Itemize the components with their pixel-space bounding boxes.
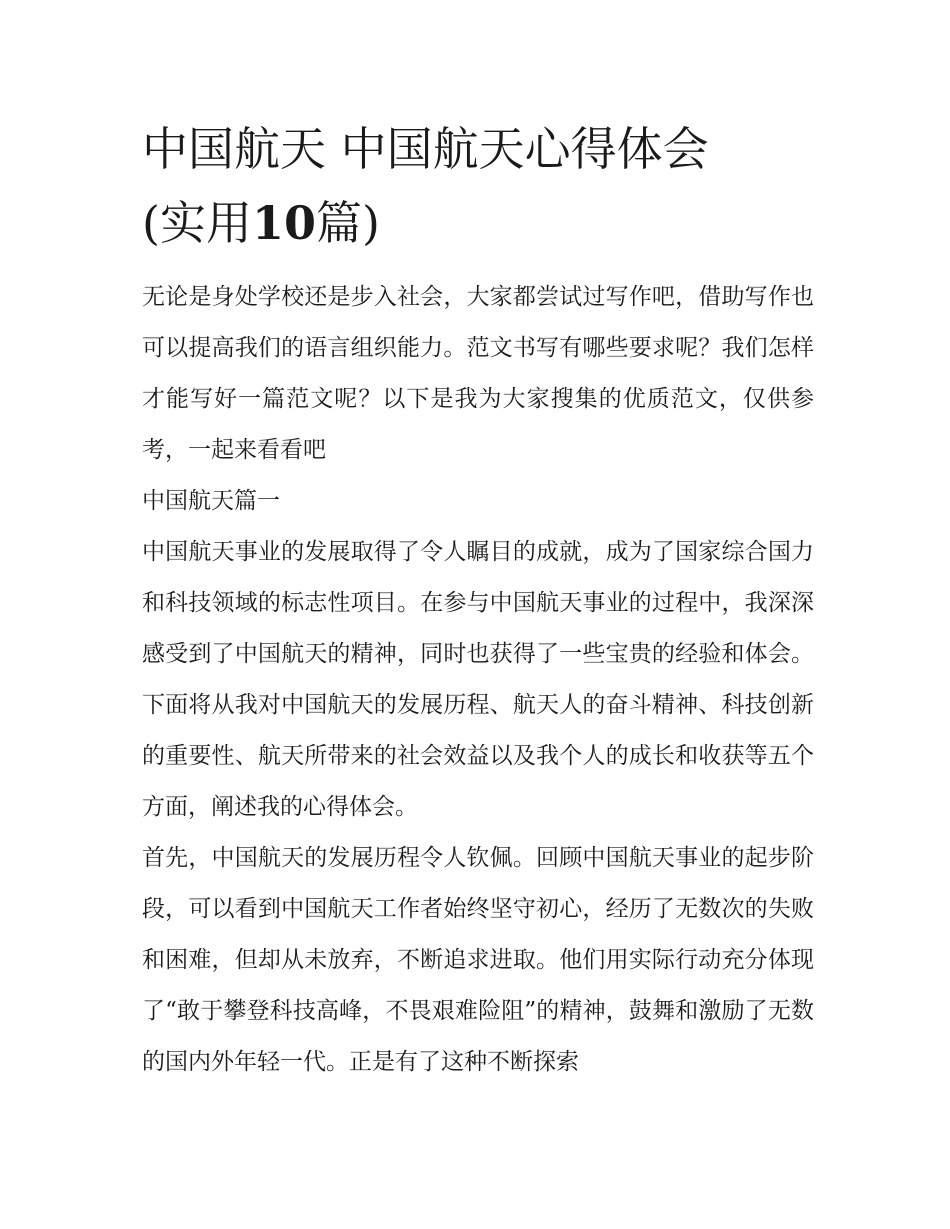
title-line-2-number: 10 bbox=[251, 196, 316, 250]
document-body bbox=[142, 112, 814, 1088]
document-title bbox=[142, 112, 814, 260]
body-paragraph-1: 中国航天事业的发展取得了令人瞩目的成就，成为了国家综合国力和科技领域的标志性项目。在参与中国航天事业的过程中，我深深感受到了中国航天的精神，同时也获得了一些宝贵的经验和体会。下面将从我对中国航天的发展历程、航天人的奋斗精神、科技创新的重要性、航天所带来的社会效益以及我个人的成长和收获等五个方面，阐述我的心得体会。 bbox=[142, 539, 814, 820]
intro-paragraph: 无论是身处学校还是步入社会，大家都尝试过写作吧，借助写作也可以提高我们的语言组织能力。范文书写有哪些要求呢？我们怎样才能写好一篇范文呢？以下是我为大家搜集的优质范文，仅供参考，一起来看看吧 bbox=[142, 284, 814, 463]
section-heading: 中国航天篇一 bbox=[142, 488, 280, 514]
title-line-1: 中国航天 中国航天心得体会 bbox=[142, 122, 709, 176]
body-paragraph-2: 首先，中国航天的发展历程令人钦佩。回顾中国航天事业的起步阶段，可以看到中国航天工作者始终坚守初心，经历了无数次的失败和困难，但却从未放弃，不断追求进取。他们用实际行动充分体现了“敢于攀登科技高峰，不畏艰难险阻”的精神，鼓舞和激励了无数的国内外年轻一代。正是有了这种不断探索 bbox=[142, 845, 814, 1075]
title-line-2-open: (实用 bbox=[142, 196, 252, 250]
title-line-2-close: 篇) bbox=[315, 196, 380, 250]
